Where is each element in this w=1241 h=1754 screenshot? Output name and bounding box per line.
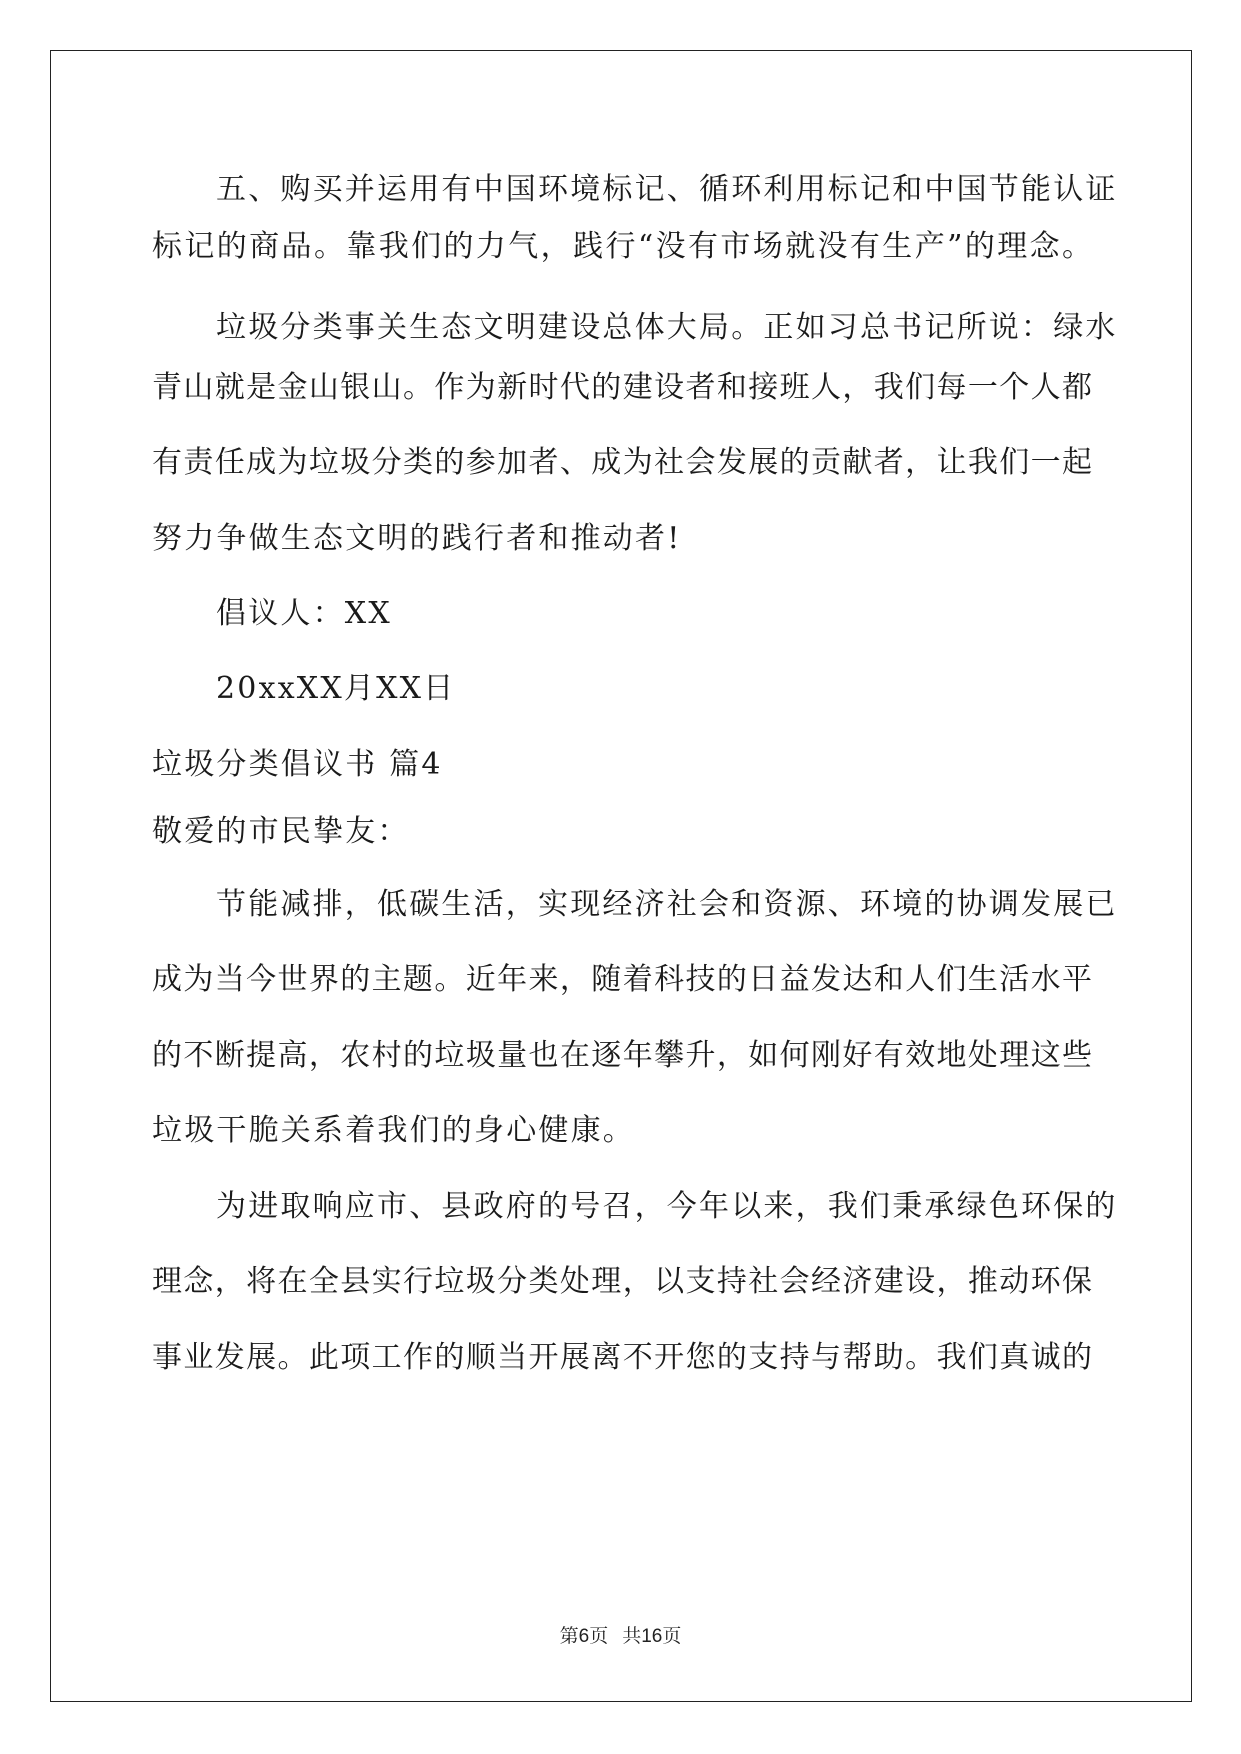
total-pages: 16	[641, 1626, 663, 1647]
page-number: 6	[578, 1626, 590, 1647]
paragraph-line: 事业发展。此项工作的顺当开展离不开您的支持与帮助。我们真诚的	[152, 1340, 1092, 1375]
paragraph-line: 努力争做生态文明的践行者和推动者!	[152, 521, 682, 556]
paragraph-line: 的不断提高，农村的垃圾量也在逐年攀升，如何刚好有效地处理这些	[152, 1038, 1092, 1073]
date-line: 20xxXX月XX日	[216, 671, 456, 706]
page-prefix: 第	[559, 1625, 579, 1647]
page-suffix: 页	[589, 1625, 609, 1647]
page-footer	[0, 1624, 1241, 1649]
paragraph-line: 为进取响应市、县政府的号召，今年以来，我们秉承绿色环保的	[216, 1189, 1118, 1224]
page-border	[50, 50, 1192, 1702]
paragraph-line: 理念，将在全县实行垃圾分类处理，以支持社会经济建设，推动环保	[152, 1264, 1092, 1299]
total-prefix: 共	[622, 1625, 642, 1647]
section-heading: 垃圾分类倡议书 篇4	[152, 747, 443, 782]
signatory: 倡议人：XX	[216, 596, 392, 631]
paragraph-line: 有责任成为垃圾分类的参加者、成为社会发展的贡献者，让我们一起	[152, 445, 1092, 480]
paragraph-line: 垃圾分类事关生态文明建设总体大局。正如习总书记所说：绿水	[216, 310, 1118, 345]
paragraph-line: 成为当今世界的主题。近年来，随着科技的日益发达和人们生活水平	[152, 962, 1092, 997]
paragraph-line: 五、购买并运用有中国环境标记、循环利用标记和中国节能认证	[216, 172, 1118, 207]
paragraph-line: 标记的商品。靠我们的力气，践行“没有市场就没有生产”的理念。	[152, 229, 1092, 264]
total-suffix: 页	[662, 1625, 682, 1647]
paragraph-line: 青山就是金山银山。作为新时代的建设者和接班人，我们每一个人都	[152, 370, 1092, 405]
paragraph-line: 垃圾干脆关系着我们的身心健康。	[152, 1113, 635, 1148]
salutation: 敬爱的市民挚友：	[152, 814, 410, 849]
paragraph-line: 节能减排，低碳生活，实现经济社会和资源、环境的协调发展已	[216, 887, 1118, 922]
